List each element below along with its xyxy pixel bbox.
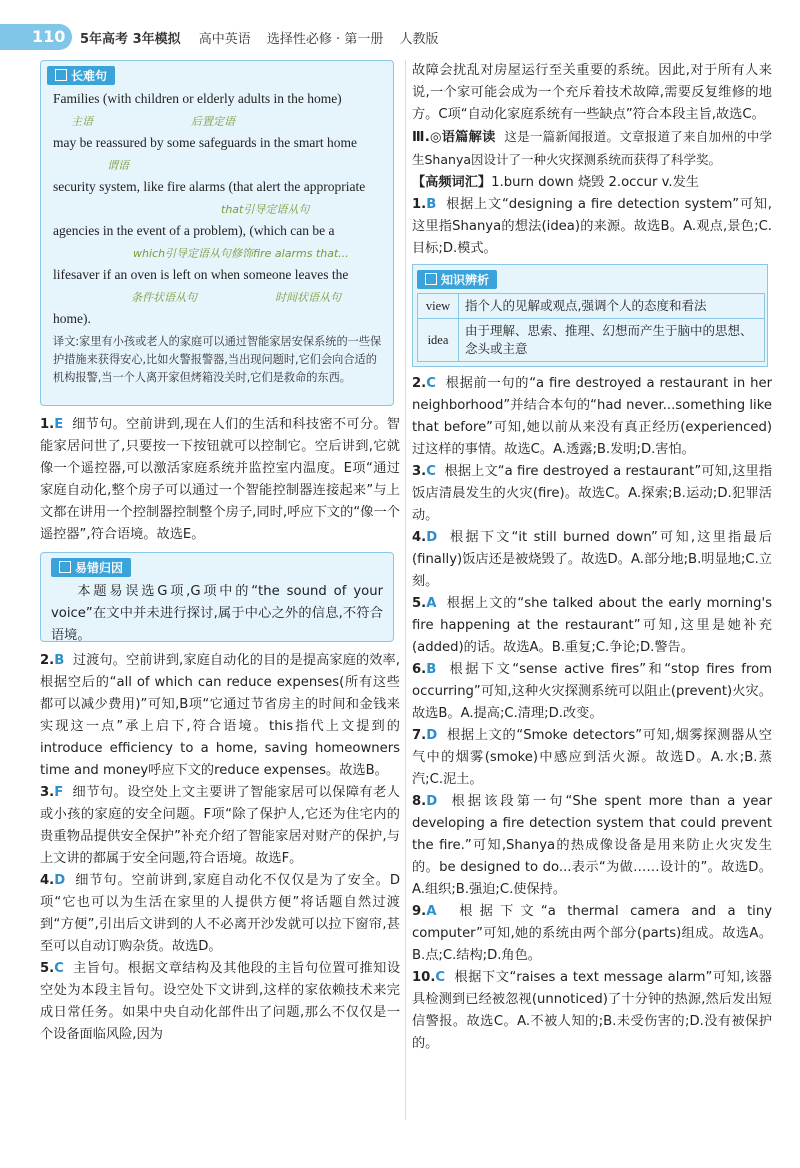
sentence-line-2: may be reassured by some safeguards in the smart home (53, 135, 358, 150)
sentence-line-4: agencies in the event of a problem), (which can be a (53, 223, 335, 238)
sentence-line-1: Families (with children or elderly adults in the home) (53, 91, 342, 106)
note-that-clause: that引导定语从句 (221, 203, 310, 216)
section-3-text: 这是一篇新闻报道。文章报道了来自加州的中学生Shanya因设计了一种火灾探测系统而获得了科学奖。 (412, 129, 772, 167)
error-analysis-tag: 易错归因 (51, 558, 131, 577)
note-subject: 主语 (71, 115, 93, 128)
answer-item: 7.D 根据上文的“Smoke detectors”可知,烟雾探测器从空气中的烟雾(smoke)中感应到活火源。故选D。A.水;B.蒸汽;C.泥土。 (412, 728, 772, 787)
sentence-line-3: security system, like fire alarms (that alert the appropriate (53, 179, 366, 194)
answer-item: 1.E 细节句。空前讲到,现在人们的生活和科技密不可分。智能家居问世了,只要按一下按钮就可以控制它。空后讲到,它就像一个遥控器,可以激活家庭系统并监控室内温度。E项“通过家庭自动化,整个房子可以通过一个智能控制器连接起来”与上文都在讲用一个控制器控制整个房子,同时,呼应下文的“像一个遥控器”,符合语境。故选E。 (40, 417, 400, 542)
answer-item: 2.C 根据前一句的“a fire destroyed a restaurant in her neighborhood”并结合本句的“had never...something like that before”可知,她以前从来没有真正经历(experienced)过这样的事情。故选C。A.透露;B.发明;D.害怕。 (412, 376, 772, 457)
table-row (418, 319, 765, 362)
word-cell: view (418, 294, 459, 319)
note-predicate: 谓语 (107, 159, 129, 172)
volume: 选择性必修 · 第一册 (266, 32, 384, 47)
long-sentence-tag: 长难句 (47, 66, 115, 85)
error-analysis-box (40, 552, 394, 642)
series-title: 5年高考 3年模拟 (80, 32, 181, 47)
note-postmodifier: 后置定语 (191, 115, 235, 128)
table-row (418, 294, 765, 319)
vocab-line (412, 172, 772, 194)
definition-cell: 由于理解、思索、推理、幻想而产生于脑中的思想、念头或主意 (459, 319, 765, 362)
knowledge-tag: 知识辨析 (417, 270, 497, 289)
answer-item: 5.C 主旨句。根据文章结构及其他段的主旨句位置可推知设空处为本段主旨句。设空处下文讲到,这样的家依赖技术来完成日常任务。如果中央自动化部件出了问题,那么不仅仅是一个设备面临风险,因为 (40, 961, 401, 1042)
sentence-line-6: home). (53, 311, 91, 326)
answer-list-left (40, 414, 400, 546)
long-sentence-box (40, 60, 394, 406)
knowledge-table (417, 293, 765, 362)
header-text (80, 28, 450, 47)
answer-item: 4.D 根据下文“it still burned down”可知,这里指最后(finally)饭店还是被烧毁了。故选D。A.部分地;B.明显地;C.立刻。 (412, 530, 772, 589)
page-header (0, 24, 800, 50)
vocab-text: 1.burn down 烧毁 2.occur v.发生 (491, 175, 699, 190)
book-icon (55, 69, 67, 81)
section-3-reading (412, 126, 772, 172)
answer-item: 6.B 根据下文“sense active fires”和“stop fires from occurring”可知,这种火灾探测系统可以阻止(prevent)火灾。故选B。A.提高;C.清理;D.改变。 (412, 662, 772, 721)
left-column (40, 60, 400, 1046)
right-column (412, 60, 772, 1055)
answer-item: 3.C 根据上文“a fire destroyed a restaurant”可知,这里指饭店清晨发生的火灾(fire)。故选C。A.探索;B.运动;D.犯罪活动。 (412, 464, 773, 523)
answer-item: 8.D 根据该段第一句“She spent more than a year developing a fire detection system that could prevent the fire.”可知,Shanya的热成像设备是用来防止火灾发生的。be designed to do...表示“为做……设计的”。故选D。A.组织;B.强迫;C.使保持。 (412, 794, 772, 897)
column-divider (405, 60, 406, 1120)
answer-item: 4.D 细节句。空前讲到,家庭自动化不仅仅是为了安全。D项“它也可以为生活在家里的人提供方便”将话题自然过渡到“方便”,引出后文讲到的人不必离开沙发就可以拉下窗帘,甚至可以自动订购杂货。故选D。 (40, 873, 400, 954)
subject: 高中英语 (198, 32, 251, 47)
word-cell: idea (418, 319, 459, 362)
sentence-line-5: lifesaver if an oven is left on when someone leaves the (53, 267, 349, 282)
note-which-clause: which引导定语从句修饰fire alarms that... (133, 247, 349, 260)
answer-item: 10.C 根据下文“raises a text message alarm”可知,该器具检测到已经被忽视(unnoticed)了十分钟的热源,然后发出短信警报。故选C。A.不被人知的;B.未受伤害的;D.没有被保护的。 (412, 970, 772, 1051)
book-icon (425, 273, 437, 285)
answer-item: 5.A 根据上文的“she talked about the early morning's fire happening at the restaurant”可知,这里是她补充(added)的话。故选A。B.重复;C.争论;D.警告。 (412, 596, 772, 655)
vocab-label: 【高频词汇】 (412, 175, 492, 190)
answer-item: 9.A 根据下文“a thermal camera and a tiny computer”可知,她的系统由两个部分(parts)组成。故选A。B.点;C.结构;D.角色。 (412, 904, 772, 963)
book-icon (59, 561, 71, 573)
note-condition-clause: 条件状语从句 (131, 291, 197, 304)
answer-list-left-2 (40, 650, 400, 1046)
answer-item: 2.B 过渡句。空前讲到,家庭自动化的目的是提高家庭的效率,根据空后的“all of which can reduce expenses(所有这些都可以减少费用)”可知,B项“它通过节省房主的时间和金钱来实现这一点”承上启下,符合语境。this指代上文提到的introduce efficiency to a home, saving homeowners time and money呼应下文的reduce expenses。故选B。 (40, 653, 400, 778)
error-analysis-text: 本题易误选G项,G项中的“the sound of your voice”在文中并未进行探讨,属于中心之外的信息,不符合语境。 (51, 584, 383, 643)
answer-item: 3.F 细节句。设空处上文主要讲了智能家居可以保障有老人或小孩的家庭的安全问题。F项“除了保护人,它还为住宅内的贵重物品提供安全保护”补充介绍了智能家居对财产的保护,与上文讲的都属于安全问题,符合语境。故选F。 (40, 785, 400, 866)
knowledge-box (412, 264, 768, 367)
page-number: 110 (0, 24, 72, 50)
sentence-translation: 译文:家里有小孩或老人的家庭可以通过智能家居安保系统的一些保护措施来获得安心,比如火警报警器,当出现问题时,它们会向合适的机构报警,当一个人离开家但烤箱没关时,它们是救命的东西。 (53, 335, 382, 384)
answer-list-right (412, 373, 772, 1055)
publisher: 人教版 (399, 32, 439, 47)
definition-cell: 指个人的见解或观点,强调个人的态度和看法 (459, 294, 765, 319)
continued-text: 故障会扰乱对房屋运行至关重要的系统。因此,对于所有人来说,一个家可能会成为一个充斥着技术故障,需要反复维修的地方。C项“自动化家庭系统有一些缺点”符合本段主旨,故选C。 (412, 63, 772, 122)
answer-item: 1.B 根据上文“designing a fire detection system”可知,这里指Shanya的想法(idea)的来源。故选B。A.观点,景色;C.目标;D.模式。 (412, 197, 772, 256)
section-3-label: Ⅲ.◎语篇解读 (412, 130, 496, 145)
note-time-clause: 时间状语从句 (275, 291, 341, 304)
